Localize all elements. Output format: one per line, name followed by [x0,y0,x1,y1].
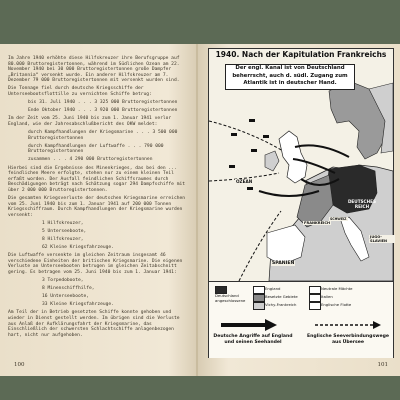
legend-attack-label: Deutsche Angriffe auf England und seinen Seehandel [213,334,293,345]
legend-supply-label: Englische Seeverbindungswege aus Übersee [307,334,389,345]
stat-line: Ende Oktober 1940 . . . 3 920 000 Bruttoregistertonnen [28,108,178,114]
legend-label: Besetzte Gebiete [265,294,298,299]
list-item: 33 Kleine Kriegsfahrzeuge. [42,302,114,308]
map-graphic [209,61,393,281]
list-item: 3 Torpedoboote, [42,278,84,284]
paragraph: Im der Zeit vom 25. Juni 1940 bis zum 1. Januar 1941 verlor England, wie der Jahresabschlußbericht des OKW meldet: [8,116,172,127]
stat-total: zusammen . . . 4 290 000 Bruttoregistertonnen [28,157,153,163]
page-number-left: 100 [14,362,25,368]
legend-swatch [253,294,265,302]
map-illustration [208,48,394,358]
right-page [198,44,400,376]
legend-label: Englische Flotte [321,302,352,307]
stat-line: durch Kampfhandlungen der Kriegsmarine . . . 3 500 000 Bruttoregistertonnen [28,130,178,141]
paragraph: Am Teil der in Betrieb gesetzten Schiffe konnte gehoben und wieder in Dienst gestellt werden. Im übrigen sind die Verluste aus Anlaß der Aufklärungsfahrt der Kriegsmarine, das Einschließlich der schwersten Schlachtschiffe anlagenbezogen hart, nicht nur aufgehoben. [8,310,180,338]
paragraph: Die gesamten Kriegsverluste der deutschen Kriegsmarine erreichen vom 25. Juni 1940 bis zum 1. Januar 1941 auf 200 000 Tonnen Kriegsschiffraum. Durch Kampfhandlungen der Kriegsmarine wurden versenkt: [8,195,186,218]
legend-swatch [253,286,265,294]
paragraph: Die Tonnage fiel durch deutsche Kriegsschiffe der Unterseebootsflottille zu vernichten Schiffe betrug: [8,86,152,98]
list-item: 16 Unterseeboote, [42,294,90,300]
legend-swatch [309,294,321,302]
france-label: FRANKREICH [304,221,331,225]
list-item: 1 Hilfskreuzer, [42,220,84,226]
legend-swatch [309,302,321,310]
list-item: 62 Kleine Kriegsfahrzeuge. [42,245,114,251]
stat-line: bis 31. Juli 1940 . . . 3 325 000 Bruttoregistertonnen [28,100,178,106]
spain-label: SPANIEN [272,261,295,266]
paragraph: Im Jahre 1940 erhöhte diese Hilfskreuzer ihre Berufsgruppe auf 80.000 Bruttoregistertonnen, während im Südlichen Ozean am 22. November 1940 bei 30 000 Bruttoregistertonnen große Dampfer „Britannia“ versenkt wurde. Ein anderer Hilfskreuzer am 7. Dezember 79 000 Bruttoregistertonnen mit versenkt wurden sind. [8,56,180,84]
page-number-right: 101 [377,362,388,368]
ocean-label: OZEAN [236,179,253,184]
legend-swatch [309,286,321,294]
left-page-text [8,56,188,341]
list-item: 8 Hilfskreuzer, [42,237,84,243]
list-item: 5 Unterseeboote, [42,228,87,234]
supply-arrow-icon [313,318,383,332]
legend-label: Neutrale Mächte [321,286,353,291]
legend-swatch [253,302,265,310]
left-page [0,44,198,376]
legend-label: Deutschland angeschlossene [215,293,246,303]
map-title: 1940. Nach der Kapitulation Frankreichs [209,49,393,62]
map-subtitle: Der engl. Kanal ist von Deutschland beherrscht, auch d. südl. Zugang zum Atlantik ist in deutscher Hand. [225,64,355,90]
switzerland-label: SCHWEIZ [330,217,347,221]
paragraph: Hierbei sind die Ergebnisse des Minenkrieges, das bei den ... feindlichen Meere erfolgte, stehen nur zu einem kleinen Teil erfaßt worden. Der Ausfall feindlichen Schiffsraumes durch Beschädigungen beträgt nach Schätzung sogar 294 Dampfschiffe mit über 2 000 000 Bruttoregistertonnen. [8,165,186,193]
attack-arrow-icon [219,318,279,332]
legend-label: England [265,286,281,291]
stat-line: durch Kampfhandlungen der Luftwaffe . . . 790 000 Bruttoregistertonnen [28,143,164,155]
list-item: 8 Minenschiffhilfe, [42,286,95,292]
legend-label: Italien [321,294,333,299]
legend-label: Vichy-Frankreich [265,302,297,307]
yugoslavia-label: JUGO-SLAVIEN [369,235,395,243]
paragraph: Die Luftwaffe versenkte im gleichen Zeitraum insgesamt 46 verschiedene Einheiten der britischen Kriegsmarine. Die eigenen Verluste an Unterseebooten betrugen im gleichen Zeitabschnitt gering. Es betragen vom 25. Juni 1940 bis zum 1. Januar 1941: [8,253,183,275]
map-legend [209,281,393,358]
open-book [0,44,400,376]
germany-label: DEUTSCHES REICH [347,199,377,209]
